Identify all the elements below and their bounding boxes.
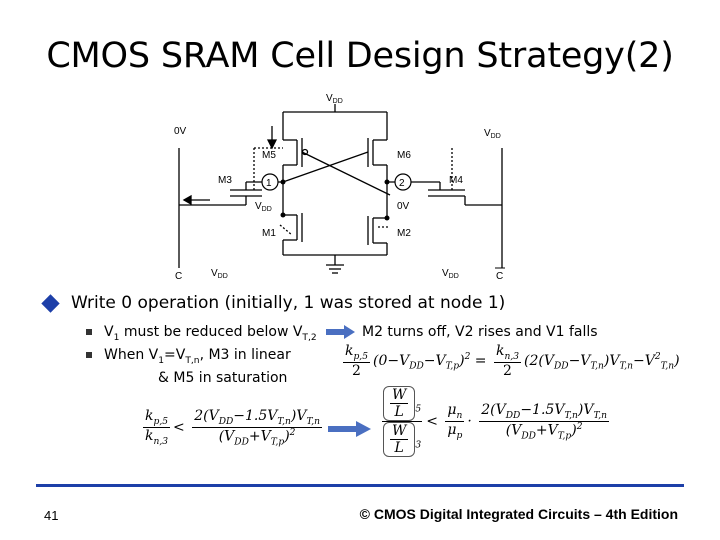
vdd-right-label: $V_{DD}$ bbox=[484, 128, 501, 140]
m1-label: M1 bbox=[262, 228, 276, 239]
sub-bullet-v1: $V_1$ must be reduced below $V_{T,2}$ bbox=[86, 324, 317, 343]
diamond-bullet-icon bbox=[41, 294, 59, 312]
m5-label: M5 bbox=[262, 150, 276, 161]
vdd-bottom-left-label: $V_{DD}$ bbox=[211, 268, 228, 280]
equation-wl-ratio: $\frac{W}{L}$ $_5$ $\frac{W}{L}$ $_3$ < $\frac{\mu_n}{\mu_p}$ · $\frac{2(V_{DD}-1.5V_{T,n})V_{T,n}}{(V_{DD}+V_{T,p})^2}$ bbox=[378, 386, 612, 457]
m6-label: M6 bbox=[397, 150, 411, 161]
slide-title: CMOS SRAM Cell Design Strategy(2) bbox=[46, 36, 674, 76]
node-2-label: 2 bbox=[399, 178, 405, 189]
zero-v-left-label: 0V bbox=[174, 126, 187, 137]
equation-k-ratio: $\frac{k_{p,5}}{k_{n,3}}$ < $\frac{2(V_{DD}-1.5V_{T,n})V_{T,n}}{(V_{DD}+V_{T,p})^2}$ bbox=[145, 408, 320, 448]
sub-bullet-saturation: & M5 in saturation bbox=[158, 370, 288, 386]
m4-label: M4 bbox=[449, 175, 463, 186]
vdd-bottom-right-label: $V_{DD}$ bbox=[442, 268, 459, 280]
vdd-node-label: $V_{DD}$ bbox=[255, 201, 272, 213]
page-number: 41 bbox=[44, 508, 59, 523]
zero-v-node-label: 0V bbox=[397, 201, 410, 212]
c-left-label: C bbox=[175, 271, 183, 282]
vdd-top-label: $V_{DD}$ bbox=[326, 93, 343, 105]
node-1-label: 1 bbox=[266, 178, 272, 189]
bullet-write-0-text: Write 0 operation (initially, 1 was stored at node 1) bbox=[71, 293, 506, 313]
m2-label: M2 bbox=[397, 228, 411, 239]
square-bullet-icon bbox=[86, 352, 92, 358]
c-bar-right-label: C bbox=[496, 271, 504, 282]
copyright-notice: © CMOS Digital Integrated Circuits – 4th Edition bbox=[359, 506, 678, 522]
sub-bullet-when: When $V_1=V_{T,n}$, M3 in linear bbox=[86, 347, 291, 366]
arrow-icon bbox=[326, 325, 356, 339]
m3-label: M3 bbox=[218, 175, 232, 186]
sub-bullet-v1-result: M2 turns off, V2 rises and V1 falls bbox=[362, 324, 598, 340]
equation-current-balance: $\frac{k_{p,5}}{2}$ $(0-V_{DD}-V_{T,p})^2$ = $\frac{k_{n,3}}{2}$ $(2(V_{DD}-V_{T,n})V_{T,n}-V^2_{T,n})$ bbox=[345, 343, 680, 379]
footer-divider bbox=[36, 484, 684, 487]
arrow-icon bbox=[328, 421, 372, 437]
bullet-write-0 bbox=[44, 293, 505, 313]
square-bullet-icon bbox=[86, 329, 92, 335]
